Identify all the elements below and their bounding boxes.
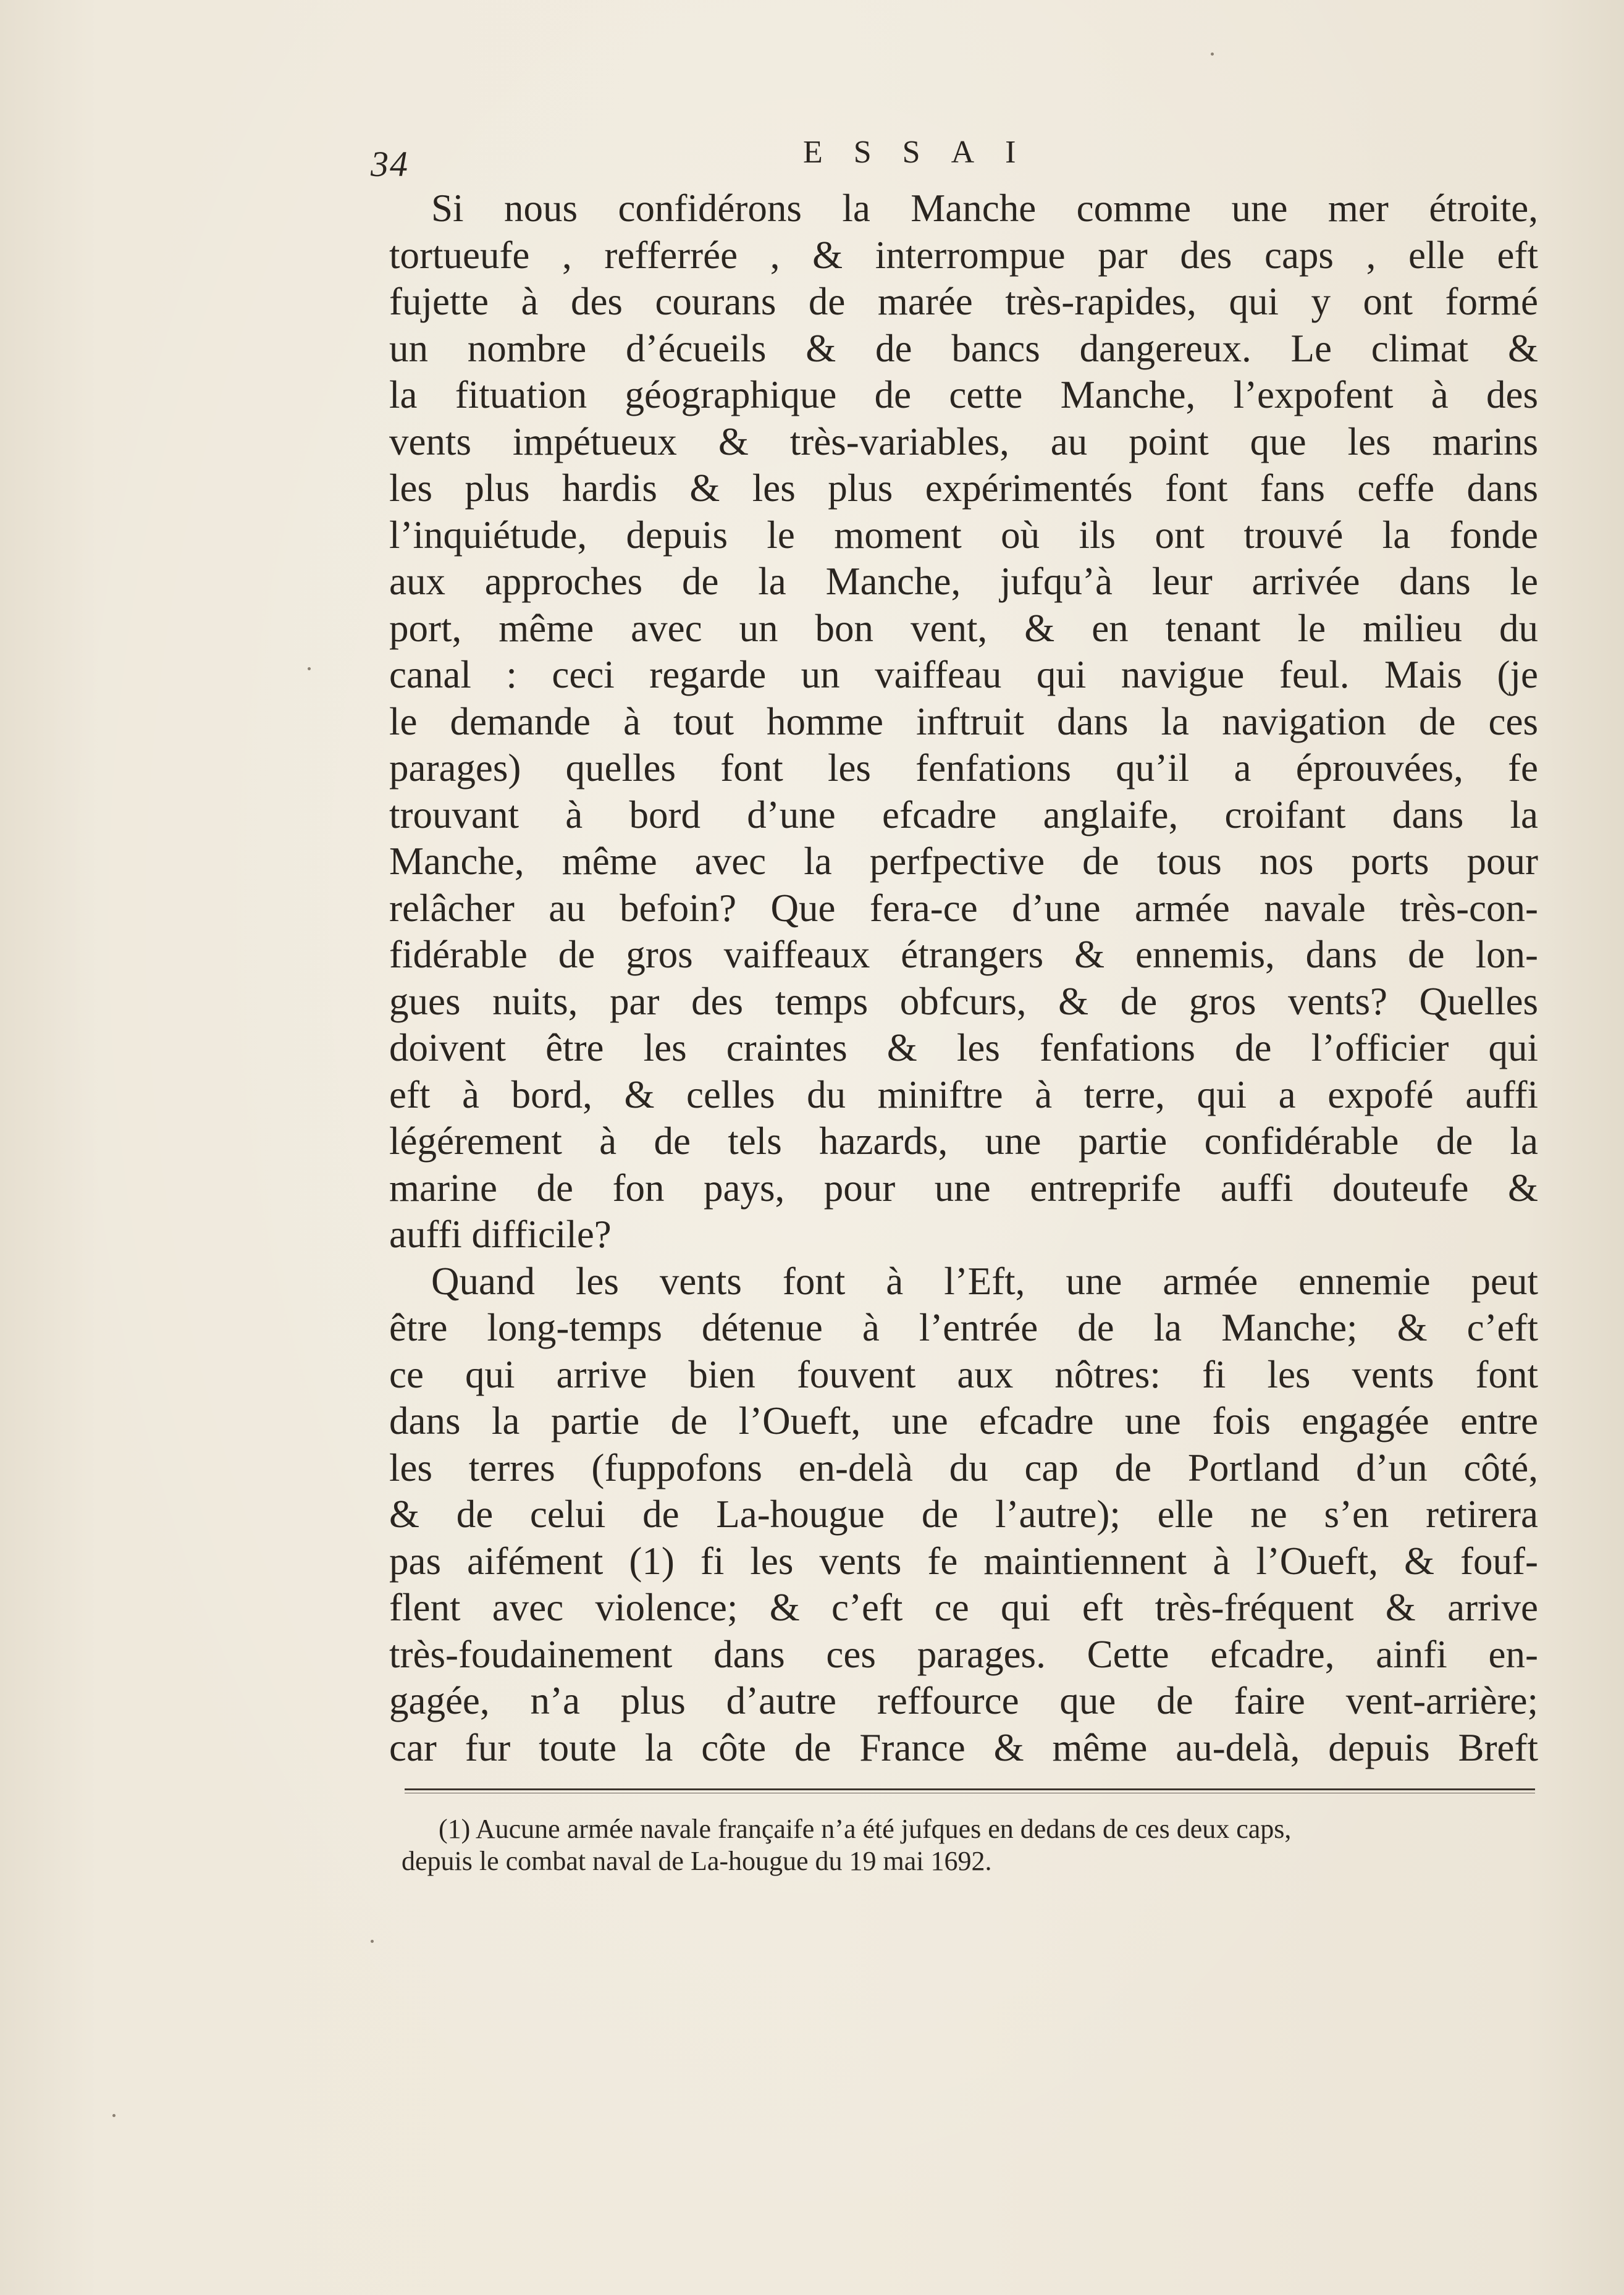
text-line: le demande à tout homme inftruit dans la navigation de ces (389, 699, 1538, 743)
footnote-line: (1) Aucune armée navale françaife n’a été jufques en dedans de ces deux caps, (439, 1814, 1292, 1844)
text-line: un nombre d’écueils & de bancs dangereux. Le climat & (389, 326, 1538, 370)
text-line: Si nous confidérons la Manche comme une mer étroite, (431, 187, 1538, 230)
text-line: les terres (fuppofons en-delà du cap de Portland d’un côté, (389, 1446, 1538, 1489)
text-line: parages) quelles font les fenfations qu’il a éprouvées, fe (389, 746, 1538, 790)
text-line: car fur toute la côte de France & même au-delà, depuis Breft (389, 1725, 1538, 1769)
text-line: tortueufe , refferrée , & interrompue par des caps , elle eft (389, 233, 1538, 277)
text-line: doivent être les craintes & les fenfations de l’officier qui (389, 1026, 1538, 1069)
text-line: aux approches de la Manche, jufqu’à leur arrivée dans le (389, 560, 1538, 603)
text-line: être long-temps détenue à l’entrée de la Manche; & c’eft (389, 1306, 1538, 1349)
text-line: la fituation géographique de cette Manche, l’expofent à des (389, 373, 1538, 416)
text-line: Manche, même avec la perfpective de tous nos ports pour (389, 840, 1538, 883)
text-line: les plus hardis & les plus expérimentés font fans ceffe dans (389, 466, 1538, 510)
text-line: auffi difficile? (389, 1213, 612, 1256)
text-line: flent avec violence; & c’eft ce qui eft très-fréquent & arrive (389, 1586, 1538, 1629)
text-line: eft à bord, & celles du miniftre à terre, qui a expofé auffi (389, 1072, 1538, 1116)
text-line: l’inquiétude, depuis le moment où ils ont trouvé la fonde (389, 513, 1538, 557)
footnote-line: depuis le combat naval de La-hougue du 19 mai 1692. (402, 1846, 992, 1876)
page-header (371, 131, 1544, 184)
text-line: relâcher au befoin? Que fera-ce d’une armée navale très-con- (389, 886, 1538, 930)
text-line: vents impétueux & très-variables, au point que les marins (389, 419, 1538, 463)
footnote (402, 1813, 1538, 1877)
text-line: gagée, n’a plus d’autre reffource que de faire vent-arrière; (389, 1679, 1538, 1722)
text-line: & de celui de La-hougue de l’autre); elle ne s’en retirera (389, 1493, 1538, 1536)
main-text (389, 185, 1538, 1771)
text-line: dans la partie de l’Oueft, une efcadre une fois engagée entre (389, 1399, 1538, 1442)
paper-speck (1211, 53, 1214, 56)
text-line: Quand les vents font à l’Eft, une armée ennemie peut (431, 1259, 1538, 1303)
text-line: fidérable de gros vaiffeaux étrangers & ennemis, dans de lon- (389, 933, 1538, 976)
text-line: gues nuits, par des temps obfcurs, & de gros vents? Quelles (389, 979, 1538, 1023)
paper-speck (371, 1940, 374, 1943)
text-line: légérement à de tels hazards, une partie confidérable de la (389, 1119, 1538, 1163)
text-line: fujette à des courans de marée très-rapides, qui y ont formé (389, 280, 1538, 323)
text-line: trouvant à bord d’une efcadre anglaife, croifant dans la (389, 793, 1538, 836)
text-line: port, même avec un bon vent, & en tenant le milieu du (389, 606, 1538, 650)
paper-speck (112, 2114, 116, 2117)
text-line: très-foudainement dans ces parages. Cette efcadre, ainfi en- (389, 1632, 1538, 1676)
footnote-rule (405, 1788, 1535, 1790)
text-line: ce qui arrive bien fouvent aux nôtres: fi les vents font (389, 1352, 1538, 1396)
text-line: canal : ceci regarde un vaiffeau qui navigue feul. Mais (je (389, 653, 1538, 696)
text-line: pas aifément (1) fi les vents fe maintiennent à l’Oueft, & fouf- (389, 1539, 1538, 1583)
text-line: marine de fon pays, pour une entreprife auffi douteufe & (389, 1166, 1538, 1210)
paper-speck (308, 667, 311, 670)
running-head: ESSAI (803, 135, 1047, 170)
page-number: 34 (371, 144, 409, 184)
